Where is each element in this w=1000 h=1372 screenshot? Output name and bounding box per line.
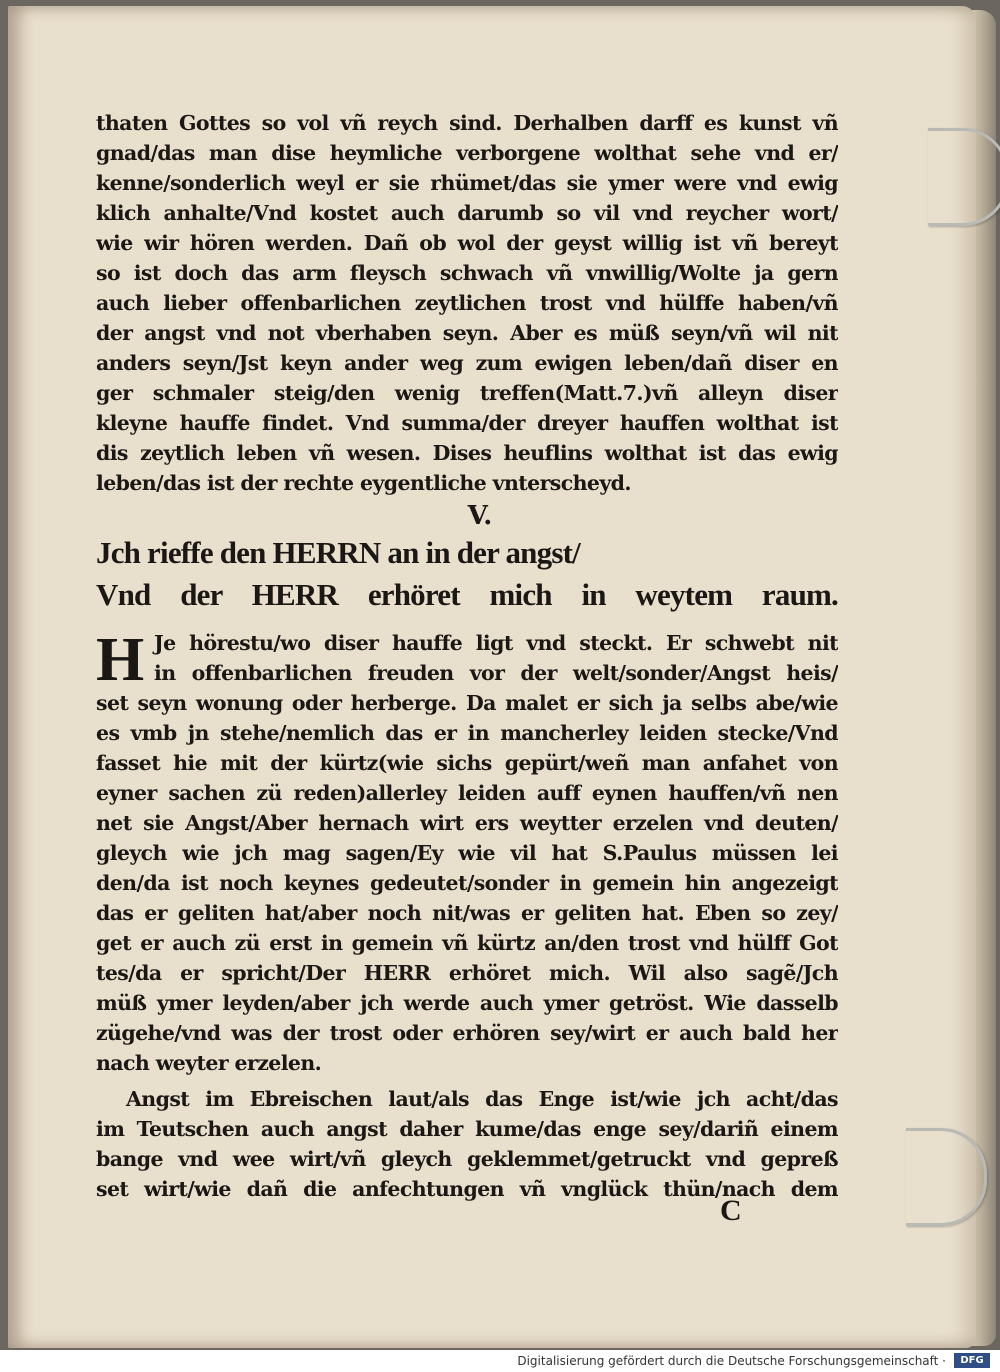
text-line: net sie Angst/Aber hernach wirt ers weytter erzelen vnd deuten/ <box>96 811 838 835</box>
text-line: müß ymer leyden/aber jch werde auch ymer getröst. Wie dasselb <box>96 991 838 1015</box>
text-line: das er geliten hat/aber noch nit/was er geliten hat. Eben so zey/ <box>96 901 838 925</box>
text-line: eyner sachen zü reden)allerley leiden auff eynen hauffen/vñ nen <box>96 781 838 805</box>
text-line: set wirt/wie dañ die anfechtungen vñ vnglück thün/nach dem <box>96 1177 838 1201</box>
text-line: gleych wie jch mag sagen/Ey wie vil hat S.Paulus müssen lei <box>96 841 838 865</box>
text-line: Angst im Ebreischen laut/als das Enge ist/wie jch acht/das <box>126 1087 838 1111</box>
text-line: dis zeytlich leben vñ wesen. Dises heuflins wolthat ist das ewig <box>96 441 838 465</box>
text-line: kleyne hauffe findet. Vnd summa/der dreyer hauffen wolthat ist <box>96 411 838 435</box>
text-line: Vnd der HERR erhöret mich in weytem raum. <box>96 577 838 612</box>
text-line: so ist doch das arm fleysch schwach vñ vnwillig/Wolte ja gern <box>96 261 838 285</box>
text-line: im Teutschen auch angst daher kume/das enge sey/dariñ einem <box>96 1117 838 1141</box>
text-line: auch lieber offenbarlichen zeytlichen trost vnd hülffe haben/vñ <box>96 291 838 315</box>
section-number: V. <box>467 501 493 531</box>
paper-clip-top <box>928 128 1000 226</box>
text-line: leben/das ist der rechte eygentliche vnterscheyd. <box>96 471 631 495</box>
paragraph-angst <box>96 1084 838 1204</box>
text-line: get er auch zü erst in gemein vñ kürtz an/den trost vnd hülff Got <box>96 931 838 955</box>
text-line: zügehe/vnd was der trost oder erhören sey/wirt er auch bald her <box>96 1021 838 1045</box>
text-line: der angst vnd not vberhaben seyn. Aber es müß seyn/vñ wil nit <box>96 321 838 345</box>
text-line: ger schmaler steig/den wenig treffen(Matt.7.)vñ alleyn diser <box>96 381 838 405</box>
text-line: in offenbarlichen freuden vor der welt/sonder/Angst heis/ <box>154 661 838 685</box>
text-line: gnad/das man dise heymliche verborgene wolthat sehe vnd er/ <box>96 141 838 165</box>
signature-mark: C <box>720 1194 742 1227</box>
text-line: es vmb jn stehe/nemlich das er in mancherley leiden stecke/Vnd <box>96 721 838 745</box>
text-line: set seyn wonung oder herberge. Da malet er sich ja selbs abe/wie <box>96 691 838 715</box>
text-line: thaten Gottes so vol vñ reych sind. Derhalben darff es kunst vñ <box>96 111 838 135</box>
text-line: bange vnd wee wirt/vñ gleych geklemmet/getruckt vnd gepreß <box>96 1147 838 1171</box>
text-line: fasset hie mit der kürtz(wie sichs gepürt/weñ man anfahet von <box>96 751 838 775</box>
footer-credit: Digitalisierung gefördert durch die Deutsche Forschungsgemeinschaft · <box>517 1354 946 1368</box>
footer-bar <box>0 1350 1000 1372</box>
text-line: kenne/sonderlich weyl er sie rhümet/das sie ymer were vnd ewig <box>96 171 838 195</box>
text-line: Jch rieffe den HERRN an in der angst/ <box>96 535 580 570</box>
psalm-verse-heading <box>96 532 838 616</box>
drop-cap: H <box>96 626 145 694</box>
text-line: klich anhalte/Vnd kostet auch darumb so vil vnd reycher wort/ <box>96 201 838 225</box>
text-line: wie wir hören werden. Dañ ob wol der geyst willig ist vñ bereyt <box>96 231 838 255</box>
dfg-logo: DFG <box>954 1353 990 1368</box>
text-line: den/da ist noch keynes gedeutet/sonder in gemein hin angezeigt <box>96 871 838 895</box>
paragraph-commentary <box>96 628 838 1078</box>
text-line: anders seyn/Jst keyn ander weg zum ewigen leben/dañ diser en <box>96 351 838 375</box>
page-text <box>96 108 838 1204</box>
paragraph-continued <box>96 108 838 498</box>
text-line: tes/da er spricht/Der HERR erhöret mich. Wil also sagẽ/Jch <box>96 961 838 985</box>
text-line: Je hörestu/wo diser hauffe ligt vnd steckt. Er schwebt nit <box>154 631 838 655</box>
text-line: nach weyter erzelen. <box>96 1051 322 1075</box>
